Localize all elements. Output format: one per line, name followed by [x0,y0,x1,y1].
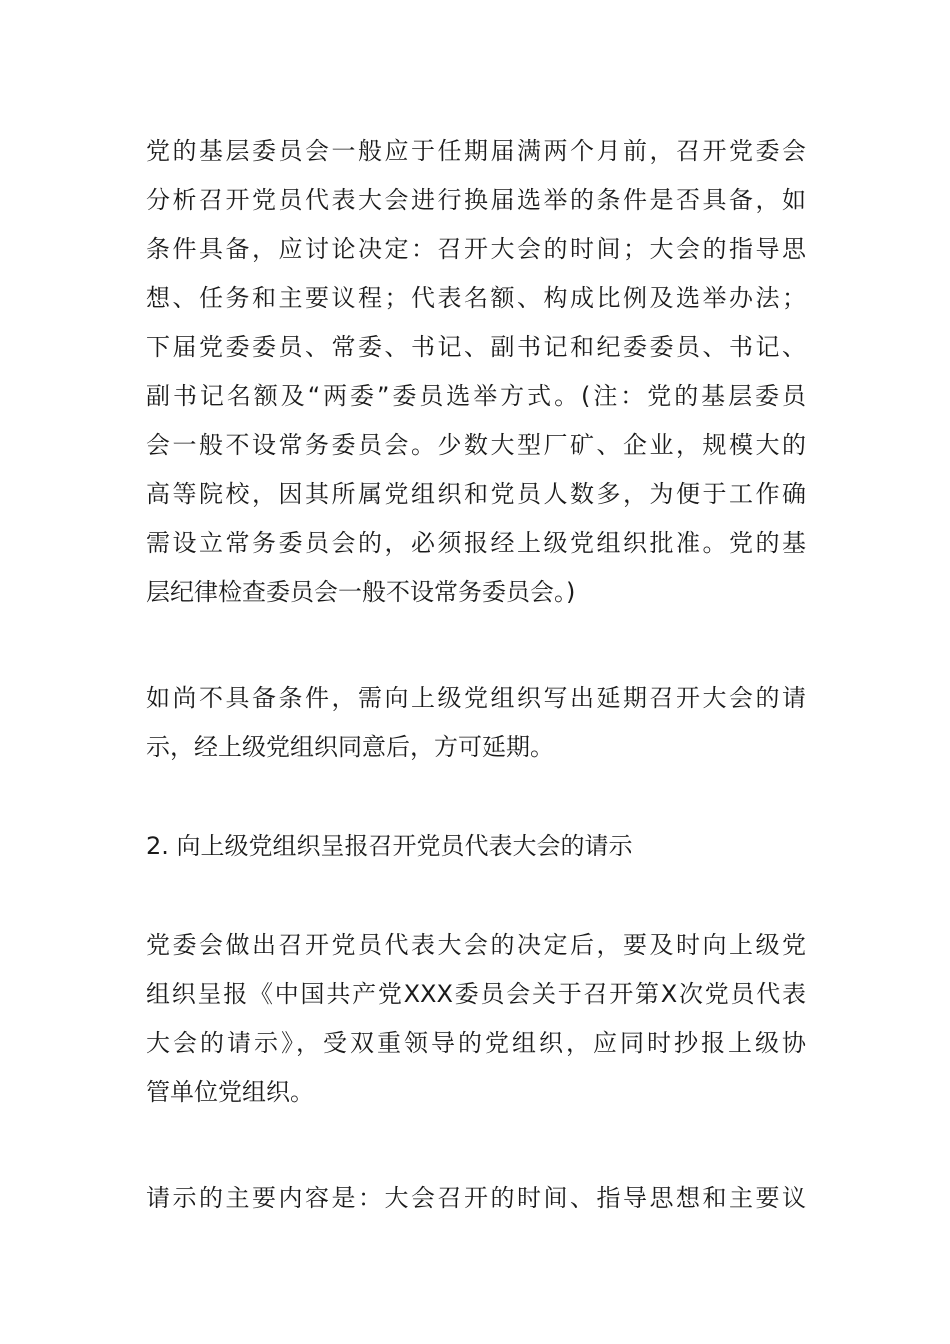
paragraph-line: 请示的主要内容是：大会召开的时间、指导思想和主要议 [146,1184,806,1212]
paragraph-line: 分析召开党员代表大会进行换届选举的条件是否具备，如 [146,186,806,214]
paragraph-line: 党的基层委员会一般应于任期届满两个月前，召开党委会 [146,137,806,165]
paragraph-line: 想、任务和主要议程；代表名额、构成比例及选举办法； [146,284,806,312]
paragraph-line: 副书记名额及“两委”委员选举方式。(注：党的基层委员 [146,382,806,410]
paragraph-line: 层纪律检查委员会一般不设常务委员会。) [146,578,576,606]
paragraph-line: 高等院校，因其所属党组织和党员人数多，为便于工作确 [146,480,806,508]
section-heading: 2. 向上级党组织呈报召开党员代表大会的请示 [146,832,633,860]
paragraph-line: 如尚不具备条件，需向上级党组织写出延期召开大会的请 [146,684,806,712]
paragraph-line: 需设立常务委员会的，必须报经上级党组织批准。党的基 [146,529,806,557]
paragraph-line: 示，经上级党组织同意后，方可延期。 [146,733,554,761]
paragraph-line: 管单位党组织。 [146,1078,314,1106]
paragraph-line: 大会的请示》，受双重领导的党组织，应同时抄报上级协 [146,1029,806,1057]
paragraph-line: 组织呈报《中国共产党XXX委员会关于召开第X次党员代表 [146,980,806,1008]
paragraph-line: 党委会做出召开党员代表大会的决定后，要及时向上级党 [146,931,806,959]
paragraph-line: 会一般不设常务委员会。少数大型厂矿、企业，规模大的 [146,431,806,459]
paragraph-line: 下届党委委员、常委、书记、副书记和纪委委员、书记、 [146,333,806,361]
paragraph-line: 条件具备，应讨论决定：召开大会的时间；大会的指导思 [146,235,806,263]
